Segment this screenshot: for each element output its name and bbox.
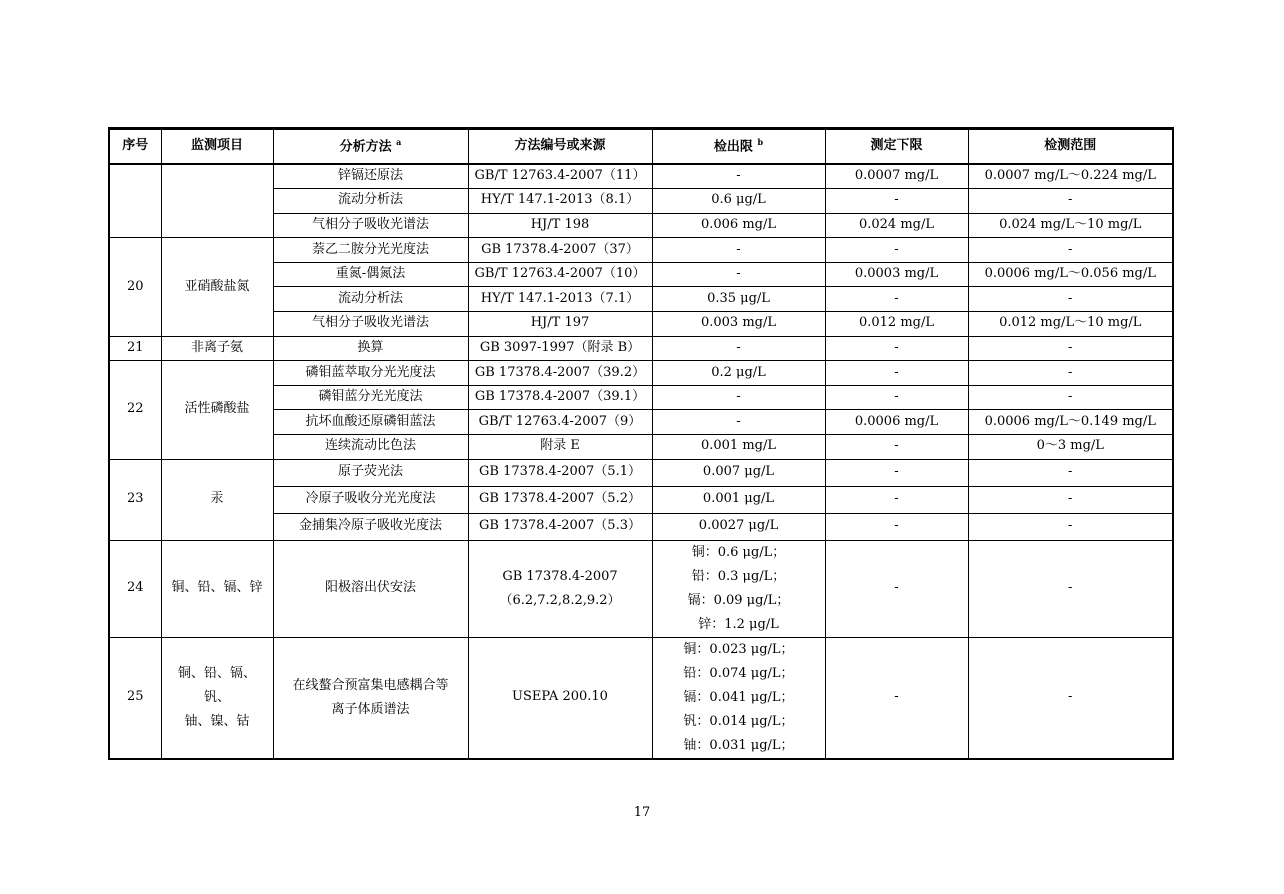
- method-cell: 原子荧光法: [273, 459, 468, 486]
- lower-limit-cell: -: [825, 637, 968, 759]
- seq-cell: 24: [109, 540, 161, 637]
- detect-limit-cell: -: [652, 385, 825, 410]
- range-cell: 0.0006 mg/L～0.056 mg/L: [968, 262, 1173, 287]
- standard-cell: GB 17378.4-2007（39.1）: [468, 385, 652, 410]
- method-cell: [273, 637, 468, 759]
- detect-limit-line: 锌：1.2 μg/L: [698, 616, 779, 632]
- header-item: 监测项目: [161, 129, 273, 165]
- table-row: [109, 164, 1173, 189]
- detect-limit-cell: 0.2 μg/L: [652, 361, 825, 386]
- detect-limit-cell: 0.007 μg/L: [652, 459, 825, 486]
- table-row: [109, 361, 1173, 386]
- standard-cell: 附录 E: [468, 435, 652, 460]
- detect-limit-cell: 0.001 μg/L: [652, 486, 825, 513]
- seq-cell: 25: [109, 637, 161, 759]
- standard-cell: HY/T 147.1-2013（8.1）: [468, 189, 652, 214]
- method-line: 在线螯合预富集电感耦合等: [292, 677, 449, 693]
- standard-cell: GB 17378.4-2007（37）: [468, 238, 652, 263]
- lower-limit-cell: -: [825, 361, 968, 386]
- range-cell: -: [968, 336, 1173, 361]
- detect-limit-cell: 0.001 mg/L: [652, 435, 825, 460]
- detect-limit-cell: 0.35 μg/L: [652, 287, 825, 312]
- lower-limit-cell: -: [825, 459, 968, 486]
- range-cell: -: [968, 361, 1173, 386]
- method-cell: 抗坏血酸还原磷钼蓝法: [273, 410, 468, 435]
- table-row: [109, 459, 1173, 486]
- item-cell-continued: [161, 164, 273, 238]
- seq-cell: 22: [109, 361, 161, 459]
- lower-limit-cell: 0.0006 mg/L: [825, 410, 968, 435]
- item-cell: 亚硝酸盐氮: [161, 238, 273, 336]
- detect-limit-line: 钒：0.014 μg/L；: [683, 713, 794, 729]
- standard-cell: GB 17378.4-2007（5.1）: [468, 459, 652, 486]
- detect-limit-cell: -: [652, 336, 825, 361]
- range-cell: 0.0007 mg/L～0.224 mg/L: [968, 164, 1173, 189]
- range-cell: 0.024 mg/L～10 mg/L: [968, 213, 1173, 238]
- detect-limit-cell: 0.0027 μg/L: [652, 513, 825, 540]
- detect-limit-line: 铀：0.031 μg/L；: [683, 737, 794, 753]
- table-row: [109, 238, 1173, 263]
- standard-cell: GB/T 12763.4-2007（10）: [468, 262, 652, 287]
- seq-cell: 21: [109, 336, 161, 361]
- item-cell: 活性磷酸盐: [161, 361, 273, 459]
- detect-limit-cell: [652, 637, 825, 759]
- header-lower-limit: 测定下限: [825, 129, 968, 165]
- range-cell: -: [968, 238, 1173, 263]
- item-line: 铜、铅、镉、钒、: [177, 665, 256, 705]
- standard-line: GB 17378.4-2007: [502, 568, 618, 584]
- method-cell: 锌镉还原法: [273, 164, 468, 189]
- range-cell: -: [968, 540, 1173, 637]
- header-method: 分析方法 $^a$: [273, 129, 468, 165]
- header-method-footnote: a: [396, 136, 402, 147]
- standard-cell: GB 17378.4-2007（5.3）: [468, 513, 652, 540]
- table-row: [109, 540, 1173, 637]
- standard-cell: GB 3097-1997（附录 B）: [468, 336, 652, 361]
- lower-limit-cell: 0.0003 mg/L: [825, 262, 968, 287]
- range-cell: -: [968, 637, 1173, 759]
- method-table-container: [108, 127, 1172, 760]
- range-cell: -: [968, 513, 1173, 540]
- detect-limit-cell: 0.6 μg/L: [652, 189, 825, 214]
- method-cell: 气相分子吸收光谱法: [273, 213, 468, 238]
- page-number: 17: [633, 805, 651, 820]
- standard-cell: [468, 540, 652, 637]
- standard-cell: GB/T 12763.4-2007（11）: [468, 164, 652, 189]
- lower-limit-cell: -: [825, 513, 968, 540]
- table-row: [109, 637, 1173, 759]
- method-cell: 磷钼蓝萃取分光光度法: [273, 361, 468, 386]
- monitoring-methods-table: [108, 127, 1174, 760]
- header-standard: 方法编号或来源: [468, 129, 652, 165]
- detect-limit-line: 铅：0.3 μg/L；: [691, 568, 786, 584]
- range-cell: 0～3 mg/L: [968, 435, 1173, 460]
- lower-limit-cell: 0.0007 mg/L: [825, 164, 968, 189]
- detect-limit-cell: 0.003 mg/L: [652, 312, 825, 337]
- method-cell: 气相分子吸收光谱法: [273, 312, 468, 337]
- detect-limit-line: 铜：0.6 μg/L；: [691, 544, 786, 560]
- lower-limit-cell: -: [825, 189, 968, 214]
- lower-limit-cell: -: [825, 486, 968, 513]
- item-cell: 汞: [161, 459, 273, 540]
- range-cell: -: [968, 459, 1173, 486]
- method-cell: 流动分析法: [273, 287, 468, 312]
- method-cell: 阳极溶出伏安法: [273, 540, 468, 637]
- range-cell: -: [968, 189, 1173, 214]
- method-cell: 磷钼蓝分光光度法: [273, 385, 468, 410]
- standard-cell: GB 17378.4-2007（5.2）: [468, 486, 652, 513]
- method-line: 离子体质谱法: [331, 701, 410, 717]
- detect-limit-line: 镉：0.09 μg/L；: [687, 592, 790, 608]
- item-cell: 非离子氨: [161, 336, 273, 361]
- method-cell: 冷原子吸收分光光度法: [273, 486, 468, 513]
- method-cell: 连续流动比色法: [273, 435, 468, 460]
- detect-limit-line: 铜：0.023 μg/L；: [683, 641, 794, 657]
- detect-limit-cell: -: [652, 238, 825, 263]
- lower-limit-cell: -: [825, 435, 968, 460]
- range-cell: 0.012 mg/L～10 mg/L: [968, 312, 1173, 337]
- standard-cell: HJ/T 197: [468, 312, 652, 337]
- header-range: 检测范围: [968, 129, 1173, 165]
- detect-limit-cell: -: [652, 164, 825, 189]
- item-cell: 铜、铅、镉、锌: [161, 540, 273, 637]
- lower-limit-cell: -: [825, 287, 968, 312]
- header-seq: 序号: [109, 129, 161, 165]
- range-cell: -: [968, 385, 1173, 410]
- standard-cell: USEPA 200.10: [468, 637, 652, 759]
- standard-cell: GB 17378.4-2007（39.2）: [468, 361, 652, 386]
- range-cell: -: [968, 486, 1173, 513]
- detect-limit-line: 铅：0.074 μg/L；: [683, 665, 794, 681]
- standard-cell: HY/T 147.1-2013（7.1）: [468, 287, 652, 312]
- lower-limit-cell: -: [825, 336, 968, 361]
- seq-cell-continued: [109, 164, 161, 238]
- header-detect-limit-footnote: b: [757, 136, 764, 147]
- lower-limit-cell: 0.012 mg/L: [825, 312, 968, 337]
- seq-cell: 23: [109, 459, 161, 540]
- detect-limit-cell: -: [652, 410, 825, 435]
- range-cell: 0.0006 mg/L～0.149 mg/L: [968, 410, 1173, 435]
- standard-line: （6.2,7.2,8.2,9.2）: [499, 592, 621, 608]
- item-line: 铀、镍、钴: [184, 713, 250, 729]
- range-cell: -: [968, 287, 1173, 312]
- method-cell: 金捕集冷原子吸收光度法: [273, 513, 468, 540]
- lower-limit-cell: -: [825, 385, 968, 410]
- item-cell: [161, 637, 273, 759]
- seq-cell: 20: [109, 238, 161, 336]
- lower-limit-cell: 0.024 mg/L: [825, 213, 968, 238]
- method-cell: 萘乙二胺分光光度法: [273, 238, 468, 263]
- header-detect-limit: 检出限 $^b$: [652, 129, 825, 165]
- detect-limit-line: 镉：0.041 μg/L；: [683, 689, 794, 705]
- lower-limit-cell: -: [825, 540, 968, 637]
- table-header-row: [109, 129, 1173, 165]
- detect-limit-cell: 0.006 mg/L: [652, 213, 825, 238]
- method-cell: 换算: [273, 336, 468, 361]
- standard-cell: GB/T 12763.4-2007（9）: [468, 410, 652, 435]
- detect-limit-cell: [652, 540, 825, 637]
- method-cell: 流动分析法: [273, 189, 468, 214]
- detect-limit-cell: -: [652, 262, 825, 287]
- standard-cell: HJ/T 198: [468, 213, 652, 238]
- table-row: [109, 336, 1173, 361]
- method-cell: 重氮-偶氮法: [273, 262, 468, 287]
- lower-limit-cell: -: [825, 238, 968, 263]
